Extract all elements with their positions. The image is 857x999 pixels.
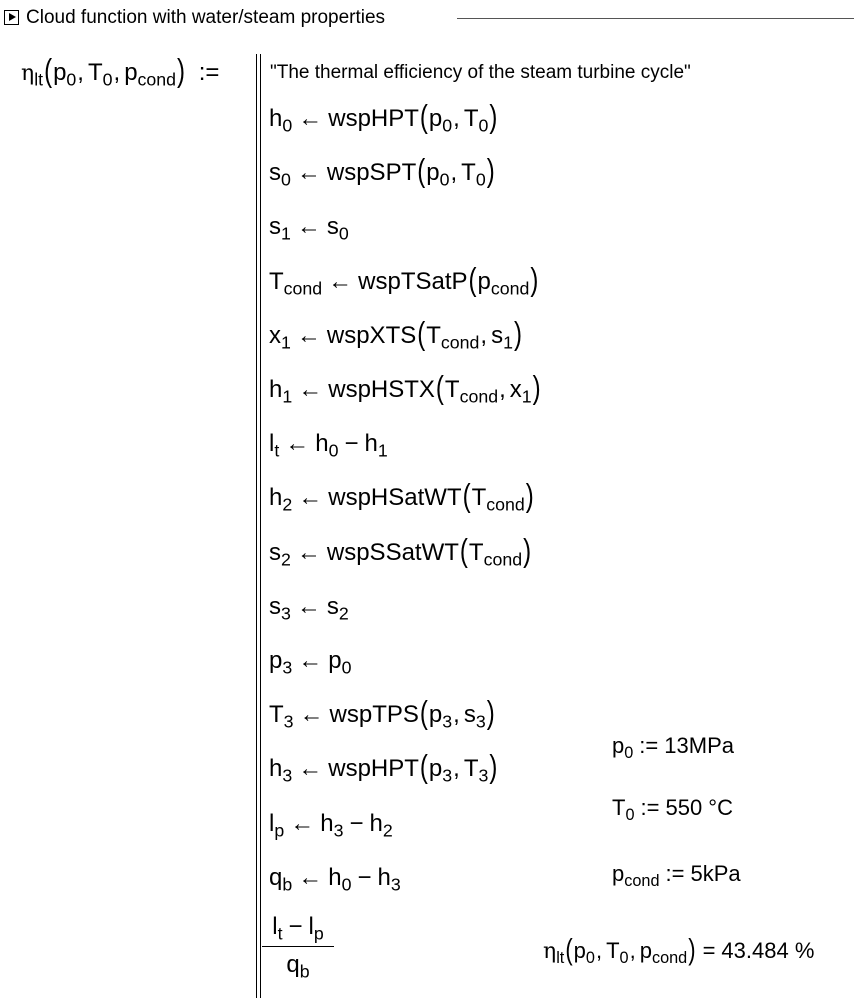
program-line[interactable]: $T_{cond}$ ← $wspTSatP(p_{cond})$: [269, 261, 539, 299]
function-call: wspSSatWT: [326, 538, 459, 566]
program-line[interactable]: $s_2$ ← $wspSSatWT(T_{cond})$: [269, 532, 532, 570]
local-assign-arrow: ←: [296, 538, 321, 566]
arg-2: $p_{cond}$: [124, 59, 177, 90]
program-line[interactable]: $s_0$ ← $wspSPT(p_0$, $T_0$): [269, 153, 495, 190]
local-assign-arrow: ←: [296, 321, 321, 349]
assigned-variable: $h_2$: [269, 484, 293, 515]
local-assign-arrow: ←: [328, 267, 353, 295]
arg-1: $T_0$: [87, 59, 113, 90]
program-line[interactable]: $s_1$ ← $s_0$: [269, 213, 349, 244]
assigned-variable: $s_2$: [269, 538, 291, 569]
assigned-variable: $x_1$: [269, 321, 291, 353]
fraction-numerator: $l_t - l_p$: [272, 913, 324, 944]
function-call: wspHPT: [328, 105, 419, 132]
assigned-variable: $s_0$: [269, 159, 291, 190]
local-assign-arrow: ←: [290, 809, 315, 837]
program-bracket: [256, 54, 261, 998]
region-divider: [457, 18, 854, 19]
assigned-variable: $q_b$: [269, 863, 293, 895]
local-assign-arrow: ←: [298, 376, 323, 403]
assigned-variable: $l_t$: [269, 430, 280, 461]
fraction-denominator: $q_b$: [286, 951, 310, 982]
evaluation-result: 43.484 %: [721, 938, 815, 963]
function-name: η: [21, 61, 35, 86]
function-call: wspTSatP: [358, 267, 468, 295]
local-assign-arrow: ←: [296, 213, 321, 241]
assigned-variable: $h_1$: [269, 376, 293, 407]
input-pcond-definition[interactable]: $p_{cond}$ := 5kPa: [612, 861, 741, 890]
program-line[interactable]: $T_3$ ← $wspTPS(p_3$, $s_3$): [269, 695, 495, 732]
function-call: wspHPT: [328, 755, 419, 783]
expand-triangle-icon[interactable]: [4, 10, 19, 25]
function-call: wspHSTX: [328, 376, 435, 403]
input-t0-definition[interactable]: $T_0$ := 550 °C: [612, 795, 733, 824]
arg-0: $p_0$: [53, 59, 77, 90]
local-assign-arrow: ←: [296, 159, 321, 187]
function-call: wspTPS: [329, 701, 419, 729]
program-comment[interactable]: "The thermal efficiency of the steam turbine cycle": [270, 62, 691, 83]
local-assign-arrow: ←: [298, 755, 323, 783]
local-assign-arrow: ←: [298, 647, 323, 674]
input-p0-definition[interactable]: $p_0$ := 13MPa: [612, 733, 734, 762]
assigned-variable: $s_1$: [269, 213, 291, 244]
program-line[interactable]: $h_0$ ← $wspHPT(p_0$, $T_0$): [269, 99, 498, 136]
region-title: Cloud function with water/steam properties: [26, 7, 386, 28]
program-line[interactable]: $h_1$ ← $wspHSTX(T_{cond}$, $x_1$): [269, 370, 541, 407]
local-assign-arrow: ←: [296, 592, 321, 620]
assigned-variable: $T_{cond}$: [269, 267, 323, 298]
program-line[interactable]: $l_p$ ← $h_3 - h_2$: [269, 809, 393, 840]
program-line[interactable]: $h_3$ ← $wspHPT(p_3$, $T_3$): [269, 749, 498, 787]
evaluation-operator: =: [702, 938, 716, 963]
local-assign-arrow: ←: [298, 863, 323, 891]
function-call: wspXTS: [326, 321, 417, 349]
assigned-variable: $h_0$: [269, 105, 293, 136]
program-line[interactable]: $q_b$ ← $h_0 - h_3$: [269, 863, 401, 895]
function-subscript: lt: [34, 69, 44, 90]
program-line[interactable]: $s_3$ ← $s_2$: [269, 592, 349, 624]
local-assign-arrow: ←: [298, 105, 323, 132]
result-fraction[interactable]: [262, 912, 334, 980]
assigned-variable: $s_3$: [269, 592, 291, 624]
local-assign-arrow: ←: [298, 484, 323, 512]
program-line[interactable]: $l_t$ ← $h_0 - h_1$: [269, 430, 388, 461]
assigned-variable: $h_3$: [269, 755, 293, 786]
assigned-variable: $p_3$: [269, 647, 293, 678]
local-assign-arrow: ←: [285, 430, 310, 458]
function-call: wspSPT: [326, 159, 417, 187]
assigned-variable: $T_3$: [269, 701, 294, 732]
function-evaluation[interactable]: $\eta_{lt}(p_0$, $T_0$, $p_{cond}) = 43.484$ %: [543, 932, 815, 967]
fraction-bar: [262, 946, 334, 947]
program-line[interactable]: $h_2$ ← $wspHSatWT(T_{cond})$: [269, 478, 534, 516]
program-line[interactable]: $x_1$ ← $wspXTS(T_{cond}$, $s_1$): [269, 316, 522, 353]
assigned-variable: $l_p$: [269, 809, 285, 840]
function-definition-lhs[interactable]: $\eta_{lt}(p_0$, $T_0$, $p_{cond}$) :=: [21, 53, 220, 90]
program-line[interactable]: $p_3$ ← $p_0$: [269, 647, 352, 678]
function-call: wspHSatWT: [328, 484, 462, 512]
definition-operator: :=: [198, 59, 220, 86]
collapsible-region-header[interactable]: [4, 7, 854, 29]
local-assign-arrow: ←: [299, 701, 324, 729]
